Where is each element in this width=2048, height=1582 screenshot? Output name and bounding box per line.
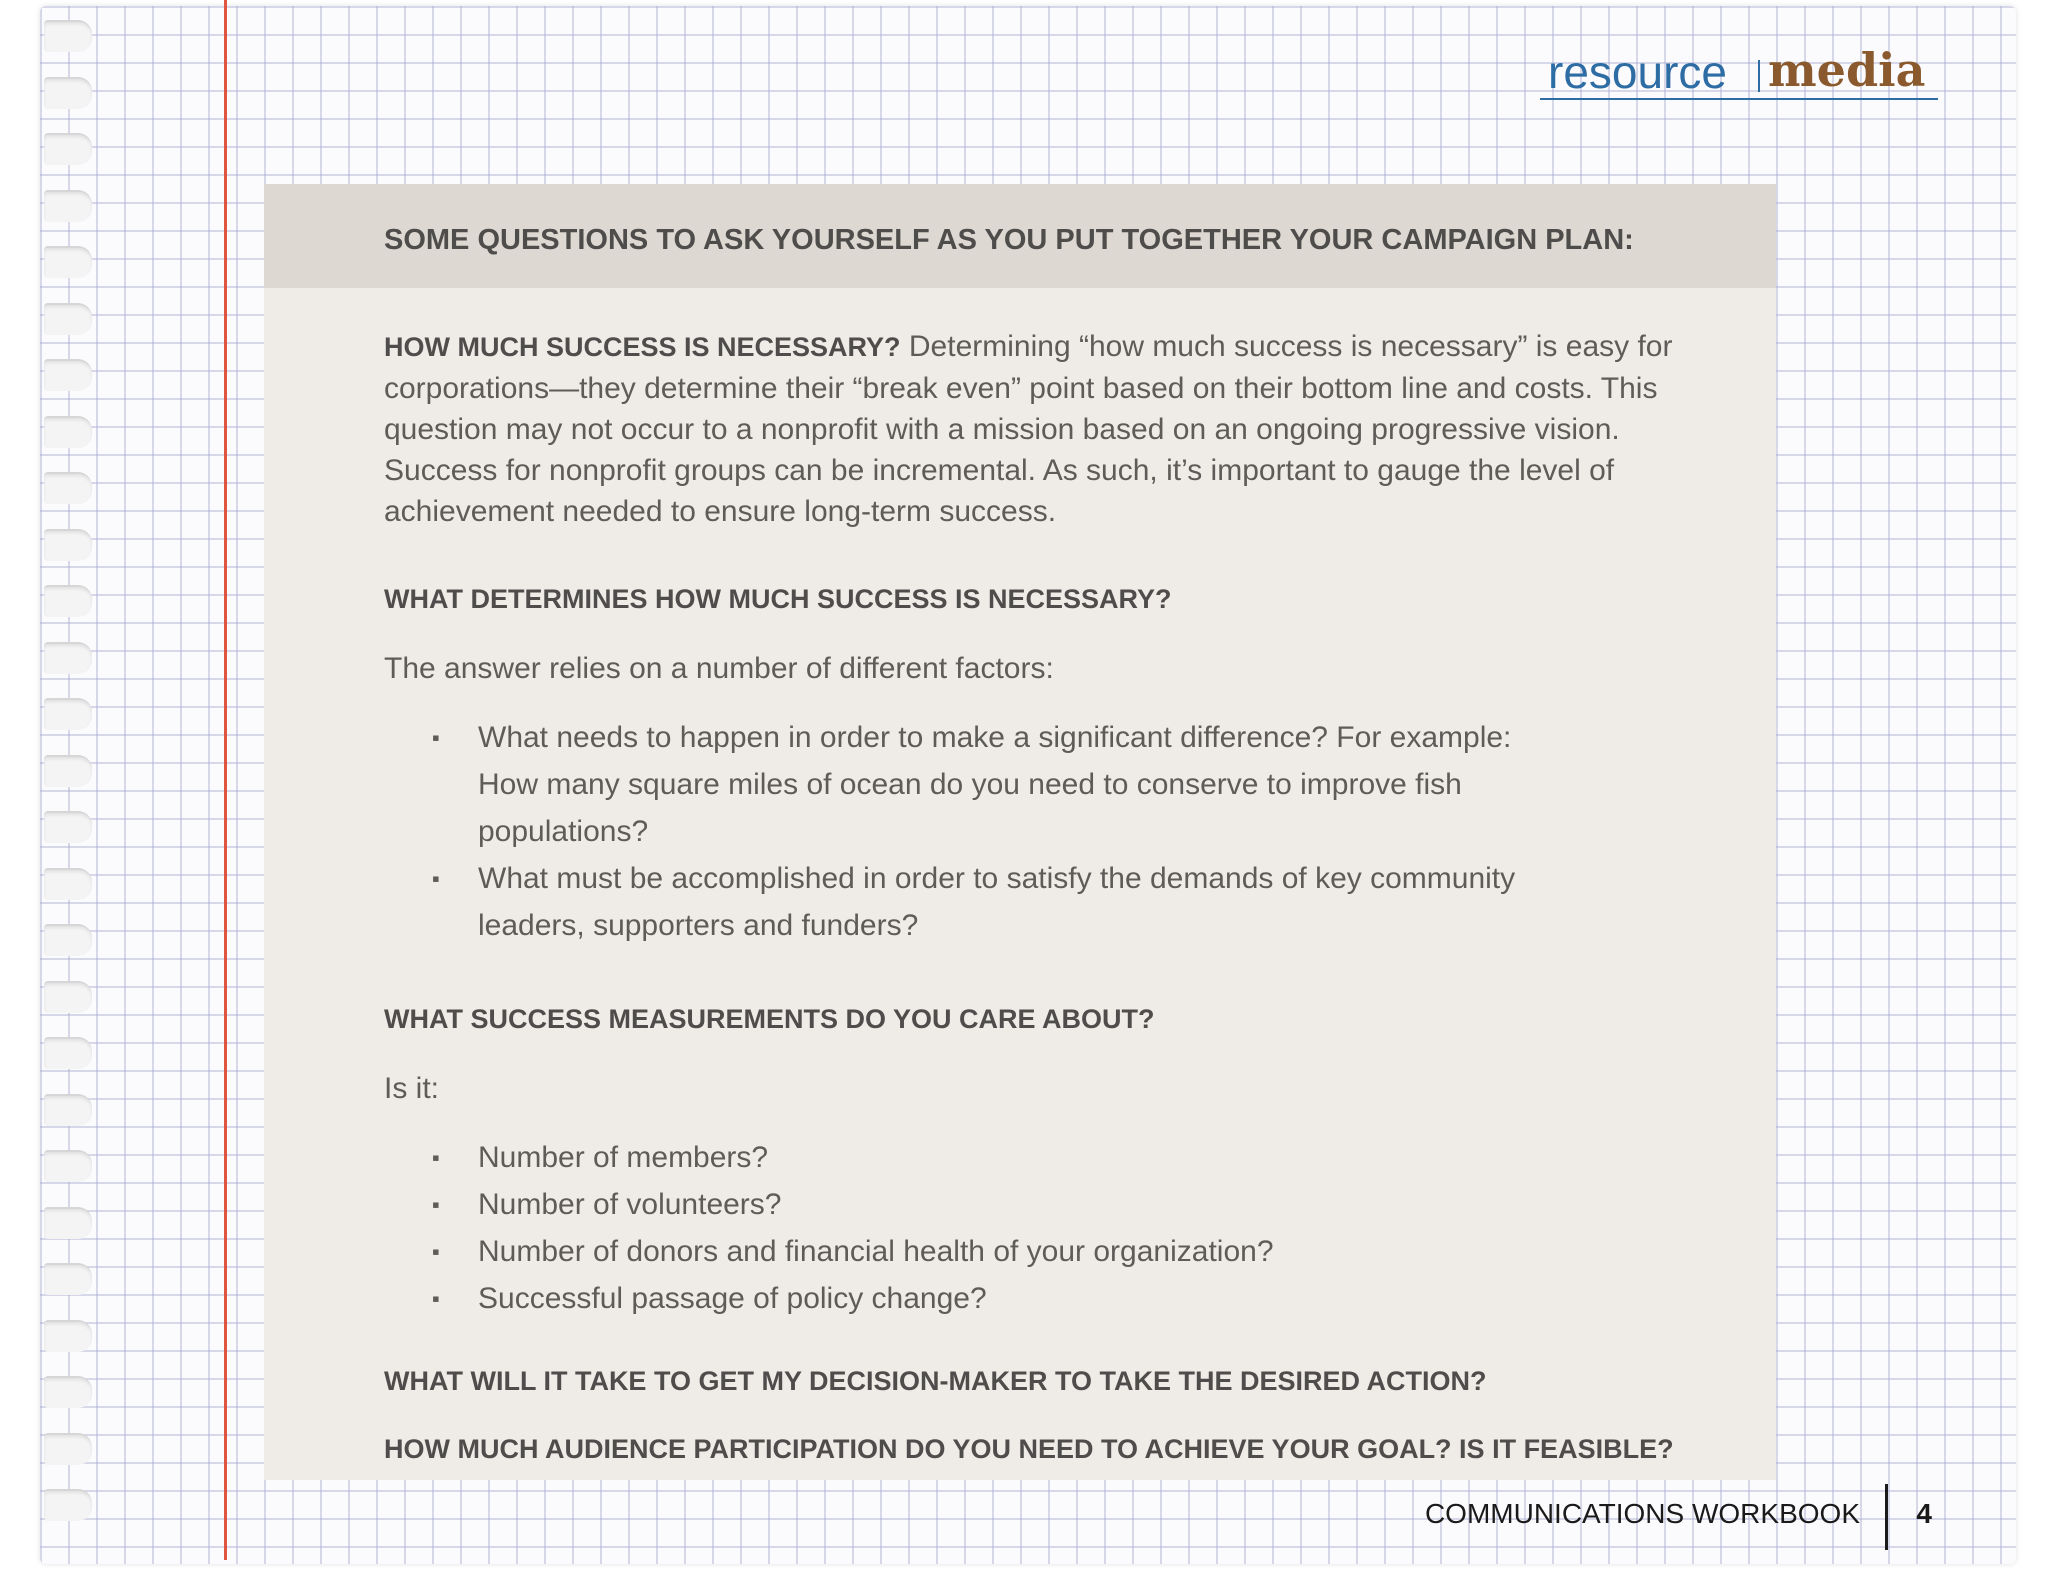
spiral-hole xyxy=(44,529,92,561)
page-footer xyxy=(1424,1484,1940,1552)
bullet-item: ▪ Number of volunteers? xyxy=(384,1181,1524,1228)
questions-box xyxy=(264,184,1776,1480)
section-heading-what-determines: WHAT DETERMINES HOW MUCH SUCCESS IS NECESSARY? xyxy=(384,584,1172,614)
spiral-hole xyxy=(44,1207,92,1239)
spiral-hole xyxy=(44,1150,92,1182)
bullet-item: ▪ What needs to happen in order to make a significant difference? For example: How many square miles of ocean do you need to conserve to improve fish populations? xyxy=(384,714,1524,855)
measurements-bullet-list xyxy=(384,1134,1524,1322)
bullet-item: ▪ Successful passage of policy change? xyxy=(384,1275,1524,1322)
spiral-hole xyxy=(44,868,92,900)
question-decision-maker: WHAT WILL IT TAKE TO GET MY DECISION-MAKER TO TAKE THE DESIRED ACTION? xyxy=(384,1366,1487,1396)
section-how-much-success xyxy=(384,326,1674,532)
spiral-hole xyxy=(44,472,92,504)
footer-divider xyxy=(1885,1484,1888,1550)
section-body: Determining “how much success is necessary” is easy for corporations—they determine their “break even” point based on their bottom line and costs. This question may not occur to a nonprofit with a mission based on an ongoing progressive vision. Success for nonprofit groups can be incremental. As such, it’s important to gauge the level of achievement needed to ensure long-term success. xyxy=(384,330,1673,528)
spiral-hole xyxy=(44,133,92,165)
bullet-item: ▪ Number of donors and financial health of your organization? xyxy=(384,1228,1524,1275)
section-intro-factors: The answer relies on a number of different factors: xyxy=(384,652,1054,685)
bullet-item: ▪ What must be accomplished in order to satisfy the demands of key community leaders, supporters and funders? xyxy=(384,855,1524,949)
spiral-hole xyxy=(44,1489,92,1521)
spiral-hole xyxy=(44,1376,92,1408)
spiral-hole xyxy=(44,811,92,843)
page-number: 4 xyxy=(1916,1498,1932,1529)
section-intro-is-it: Is it: xyxy=(384,1072,440,1105)
spiral-hole xyxy=(44,77,92,109)
spiral-hole xyxy=(44,246,92,278)
spiral-hole xyxy=(44,981,92,1013)
spiral-hole xyxy=(44,1094,92,1126)
spiral-hole xyxy=(44,585,92,617)
logo-divider xyxy=(1758,60,1760,92)
spiral-hole xyxy=(44,1433,92,1465)
spiral-hole xyxy=(44,755,92,787)
questions-box-title: SOME QUESTIONS TO ASK YOURSELF AS YOU PUT TOGETHER YOUR CAMPAIGN PLAN: xyxy=(384,224,1634,256)
bullet-item: ▪ Number of members? xyxy=(384,1134,1524,1181)
section-paragraph xyxy=(384,326,1674,532)
spiral-hole xyxy=(44,20,92,52)
questions-box-header xyxy=(264,184,1776,288)
footer-workbook-label: COMMUNICATIONS WORKBOOK xyxy=(1424,1498,1860,1529)
section-heading: HOW MUCH SUCCESS IS NECESSARY? xyxy=(384,332,901,362)
question-audience-participation: HOW MUCH AUDIENCE PARTICIPATION DO YOU NEED TO ACHIEVE YOUR GOAL? IS IT FEASIBLE? xyxy=(384,1434,1674,1464)
spiral-hole xyxy=(44,1320,92,1352)
margin-line xyxy=(224,0,227,1560)
spiral-hole xyxy=(44,1037,92,1069)
spiral-hole xyxy=(44,1263,92,1295)
spiral-hole xyxy=(44,416,92,448)
spiral-holes xyxy=(44,20,104,1560)
factors-bullet-list xyxy=(384,714,1524,949)
spiral-hole xyxy=(44,924,92,956)
spiral-hole xyxy=(44,642,92,674)
resource-media-logo xyxy=(1540,43,1938,100)
logo-word-media: media xyxy=(1768,43,1926,97)
logo-word-resource: resource xyxy=(1548,46,1727,98)
section-heading-measurements: WHAT SUCCESS MEASUREMENTS DO YOU CARE ABOUT? xyxy=(384,1004,1155,1034)
spiral-hole xyxy=(44,303,92,335)
spiral-hole xyxy=(44,359,92,391)
spiral-hole xyxy=(44,698,92,730)
spiral-hole xyxy=(44,190,92,222)
